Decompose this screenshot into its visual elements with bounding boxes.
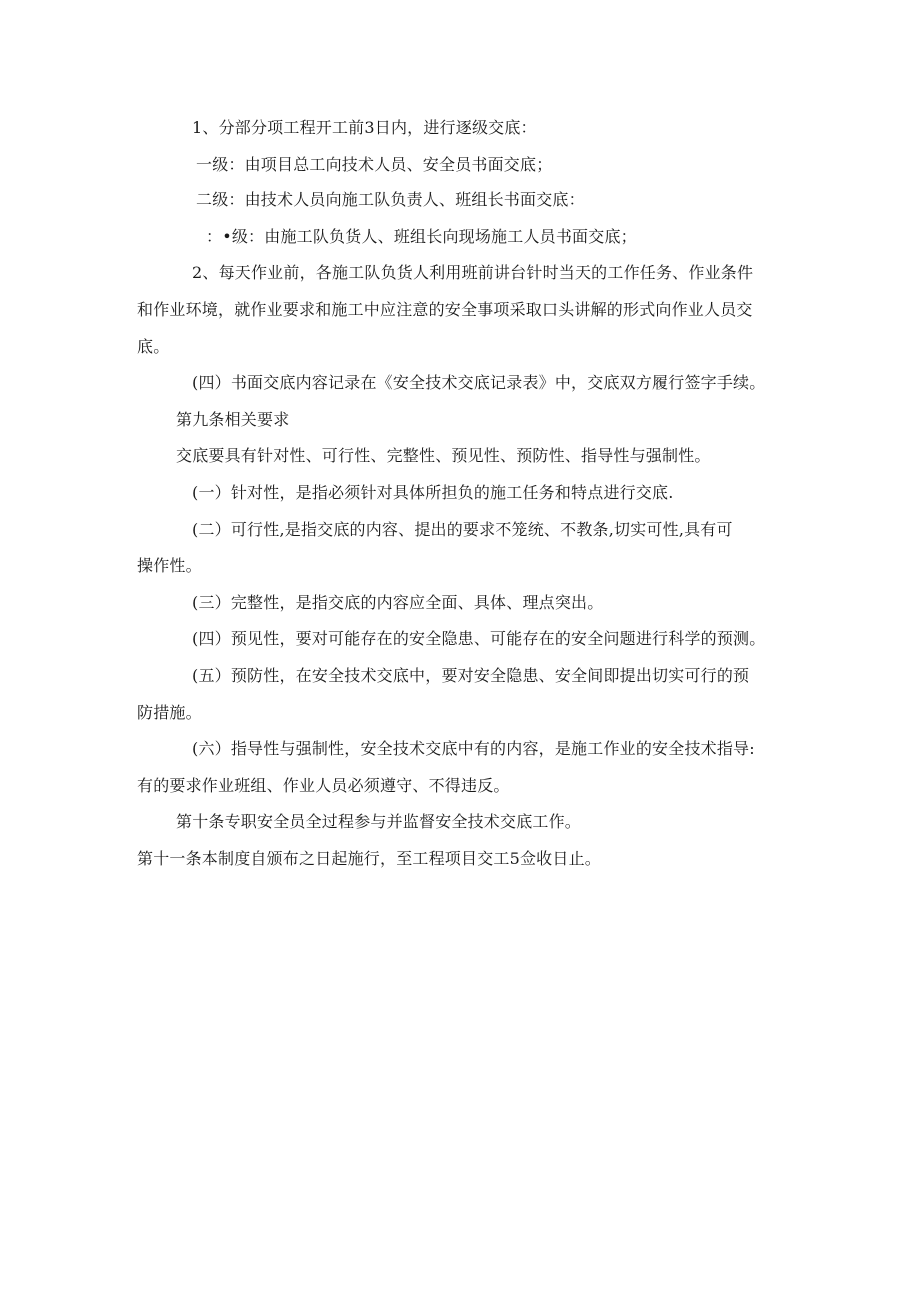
text-line: (一）针对性，是指必须针对具体所担负的施工任务和特点进行交底. [192,483,674,502]
text-line: ：•级：由施工队负货人、班组长向现场施工人员书面交底； [206,227,637,246]
text-line: (四）书面交底内容记录在《安全技术交底记录表》中，交底双方履行签字手续。 [192,373,766,392]
text-line: 2、每天作业前，各施工队负货人利用班前讲台针时当天的工作任务、作业条件 [192,263,754,282]
section-heading: 第十条专职安全员全过程参与并监督安全技术交底工作。 [176,812,582,831]
text-line: 操作性。 [137,556,202,575]
text-line: (四）预见性，要对可能存在的安全隐患、可能存在的安全问题进行科学的预测。 [192,629,766,648]
text-line: 防措施。 [137,703,202,722]
text-line: 1、分部分项工程开工前3日内，进行逐级交底： [192,118,537,137]
text-line: (二）可行性,是指交底的内容、提出的要求不笼统、不教条,切实可性,具有可 [192,520,733,539]
text-line: 和作业环境，就作业要求和施工中应注意的安全事项采取口头讲解的形式向作业人员交 [137,300,753,319]
text-line: 二级：由技术人员向施工队负责人、班组长书面交底： [196,190,585,209]
text-line: (六）指导性与强制性，安全技术交底中有的内容，是施工作业的安全技术指导: [192,739,755,758]
text-line: 有的要求作业班组、作业人员必须遵守、不得违反。 [137,776,510,795]
section-heading: 第十一条本制度自颁布之日起施行，至工程项目交工5佥收日止。 [137,849,601,868]
section-heading: 第九条相关要求 [176,410,290,429]
text-line: (三）完整性，是指交底的内容应全面、具体、理点突出。 [192,593,604,612]
text-line: 交底要具有针对性、可行性、完整性、预见性、预防性、指导性与强制性。 [176,446,711,465]
text-line: 一级：由项目总工向技术人员、安全员书面交底； [196,155,553,174]
text-line: 底。 [137,337,170,356]
text-line: (五）预防性，在安全技术交底中，要对安全隐患、安全间即提出切实可行的预 [192,666,750,685]
